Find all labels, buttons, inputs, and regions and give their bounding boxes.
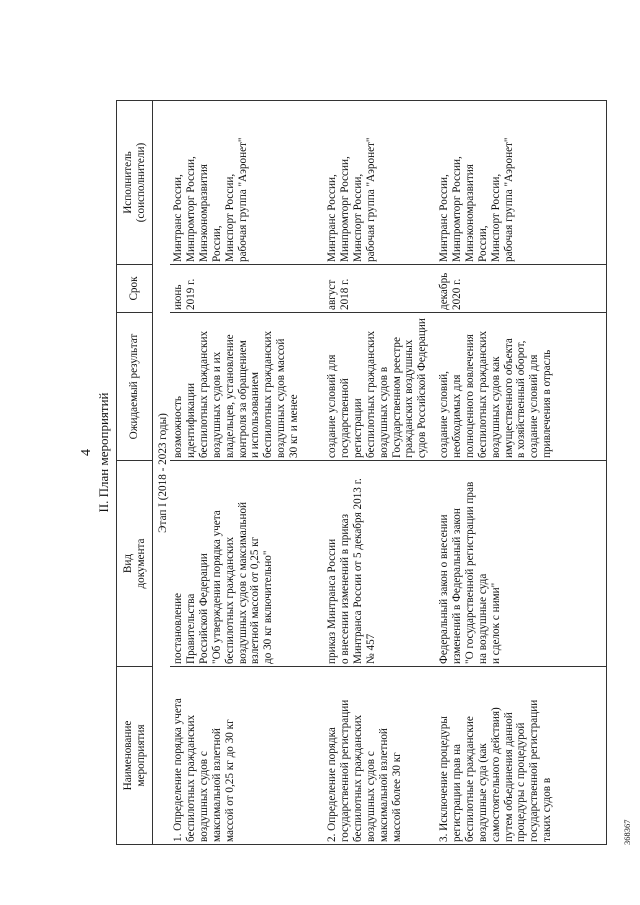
row-2-executor: Минтранс России, Минпромторг России, Минспорт России, рабочая группа "Аэронет" (322, 101, 434, 265)
document-code: 368367 (622, 819, 632, 845)
stage-label: Этап I (2018 - 2023 годы) (153, 101, 171, 845)
table-row (322, 101, 434, 845)
row-3-executor: Минтранс России, Минпромторг России, Минэкономразвития России, Минспорт России, рабочая группа "Аэронет" (434, 101, 607, 265)
plan-table (116, 100, 607, 845)
row-2-name: 2. Определение порядка государственной регистрации беспилотных гражданских воздушных судов с максимальной взлетной массой более 30 кг (322, 667, 434, 845)
section-title: II. План мероприятий (96, 392, 111, 513)
row-1-term: июнь 2019 г. (170, 265, 322, 313)
row-1-document: постановление Правительства Российской Федерации "Об утверждении порядка учета беспилотных гражданских воздушных судов с максимальной взлетной массой от 0,25 кг до 30 кг включительно" (170, 461, 322, 667)
header-expected-result: Ожидаемый результат (117, 313, 153, 461)
page-number: 4 (79, 449, 94, 456)
header-document-type: Вид документа (117, 461, 153, 667)
row-3-term: декабрь 2020 г. (434, 265, 607, 313)
header-term: Срок (117, 265, 153, 313)
header-executor: Исполнитель (соисполнители) (117, 101, 153, 265)
table-row (170, 101, 322, 845)
row-1-result: возможность идентификации беспилотных гражданских воздушных судов и их владельцев, установление контроля за обращением и использованием беспилотных гражданских воздушных судов массой 30 кг и менее (170, 313, 322, 461)
table-header-row (117, 101, 153, 845)
stage-row (153, 101, 171, 845)
row-3-result: создание условий, необходимых для полноценного вовлечения беспилотных гражданских воздушных судов как имущественного объекта в хозяйственный оборот, создание условий для привлечения в отрасль (434, 313, 607, 461)
table-row (434, 101, 607, 845)
row-3-name: 3. Исключение процедуры регистрации прав на беспилотные гражданские воздушные суда (как самостоятельного действия) путем объединения данной процедуры с процедурой государственной регистрации таких судов в (434, 667, 607, 845)
row-2-term: август 2018 г. (322, 265, 434, 313)
row-3-document: Федеральный закон о внесении изменений в Федеральный закон "О государственной регистрации прав на воздушные суда и сделок с ними" (434, 461, 607, 667)
header-event-name: Наименование мероприятия (117, 667, 153, 845)
row-1-executor: Минтранс России, Минпромторг России, Минэкономразвития России, Минспорт России, рабочая группа "Аэронет" (170, 101, 322, 265)
row-2-result: создание условий для государственной регистрации беспилотных гражданских воздушных судов в Государственном реестре гражданских воздушных судов Российской Федерации (322, 313, 434, 461)
row-2-document: приказ Минтранса России о внесении изменений в приказ Минтранса России от 5 декабря 2013 г. № 457 (322, 461, 434, 667)
row-1-name: 1. Определение порядка учета беспилотных гражданских воздушных судов с максимальной взлетной массой от 0,25 кг до 30 кг (170, 667, 322, 845)
